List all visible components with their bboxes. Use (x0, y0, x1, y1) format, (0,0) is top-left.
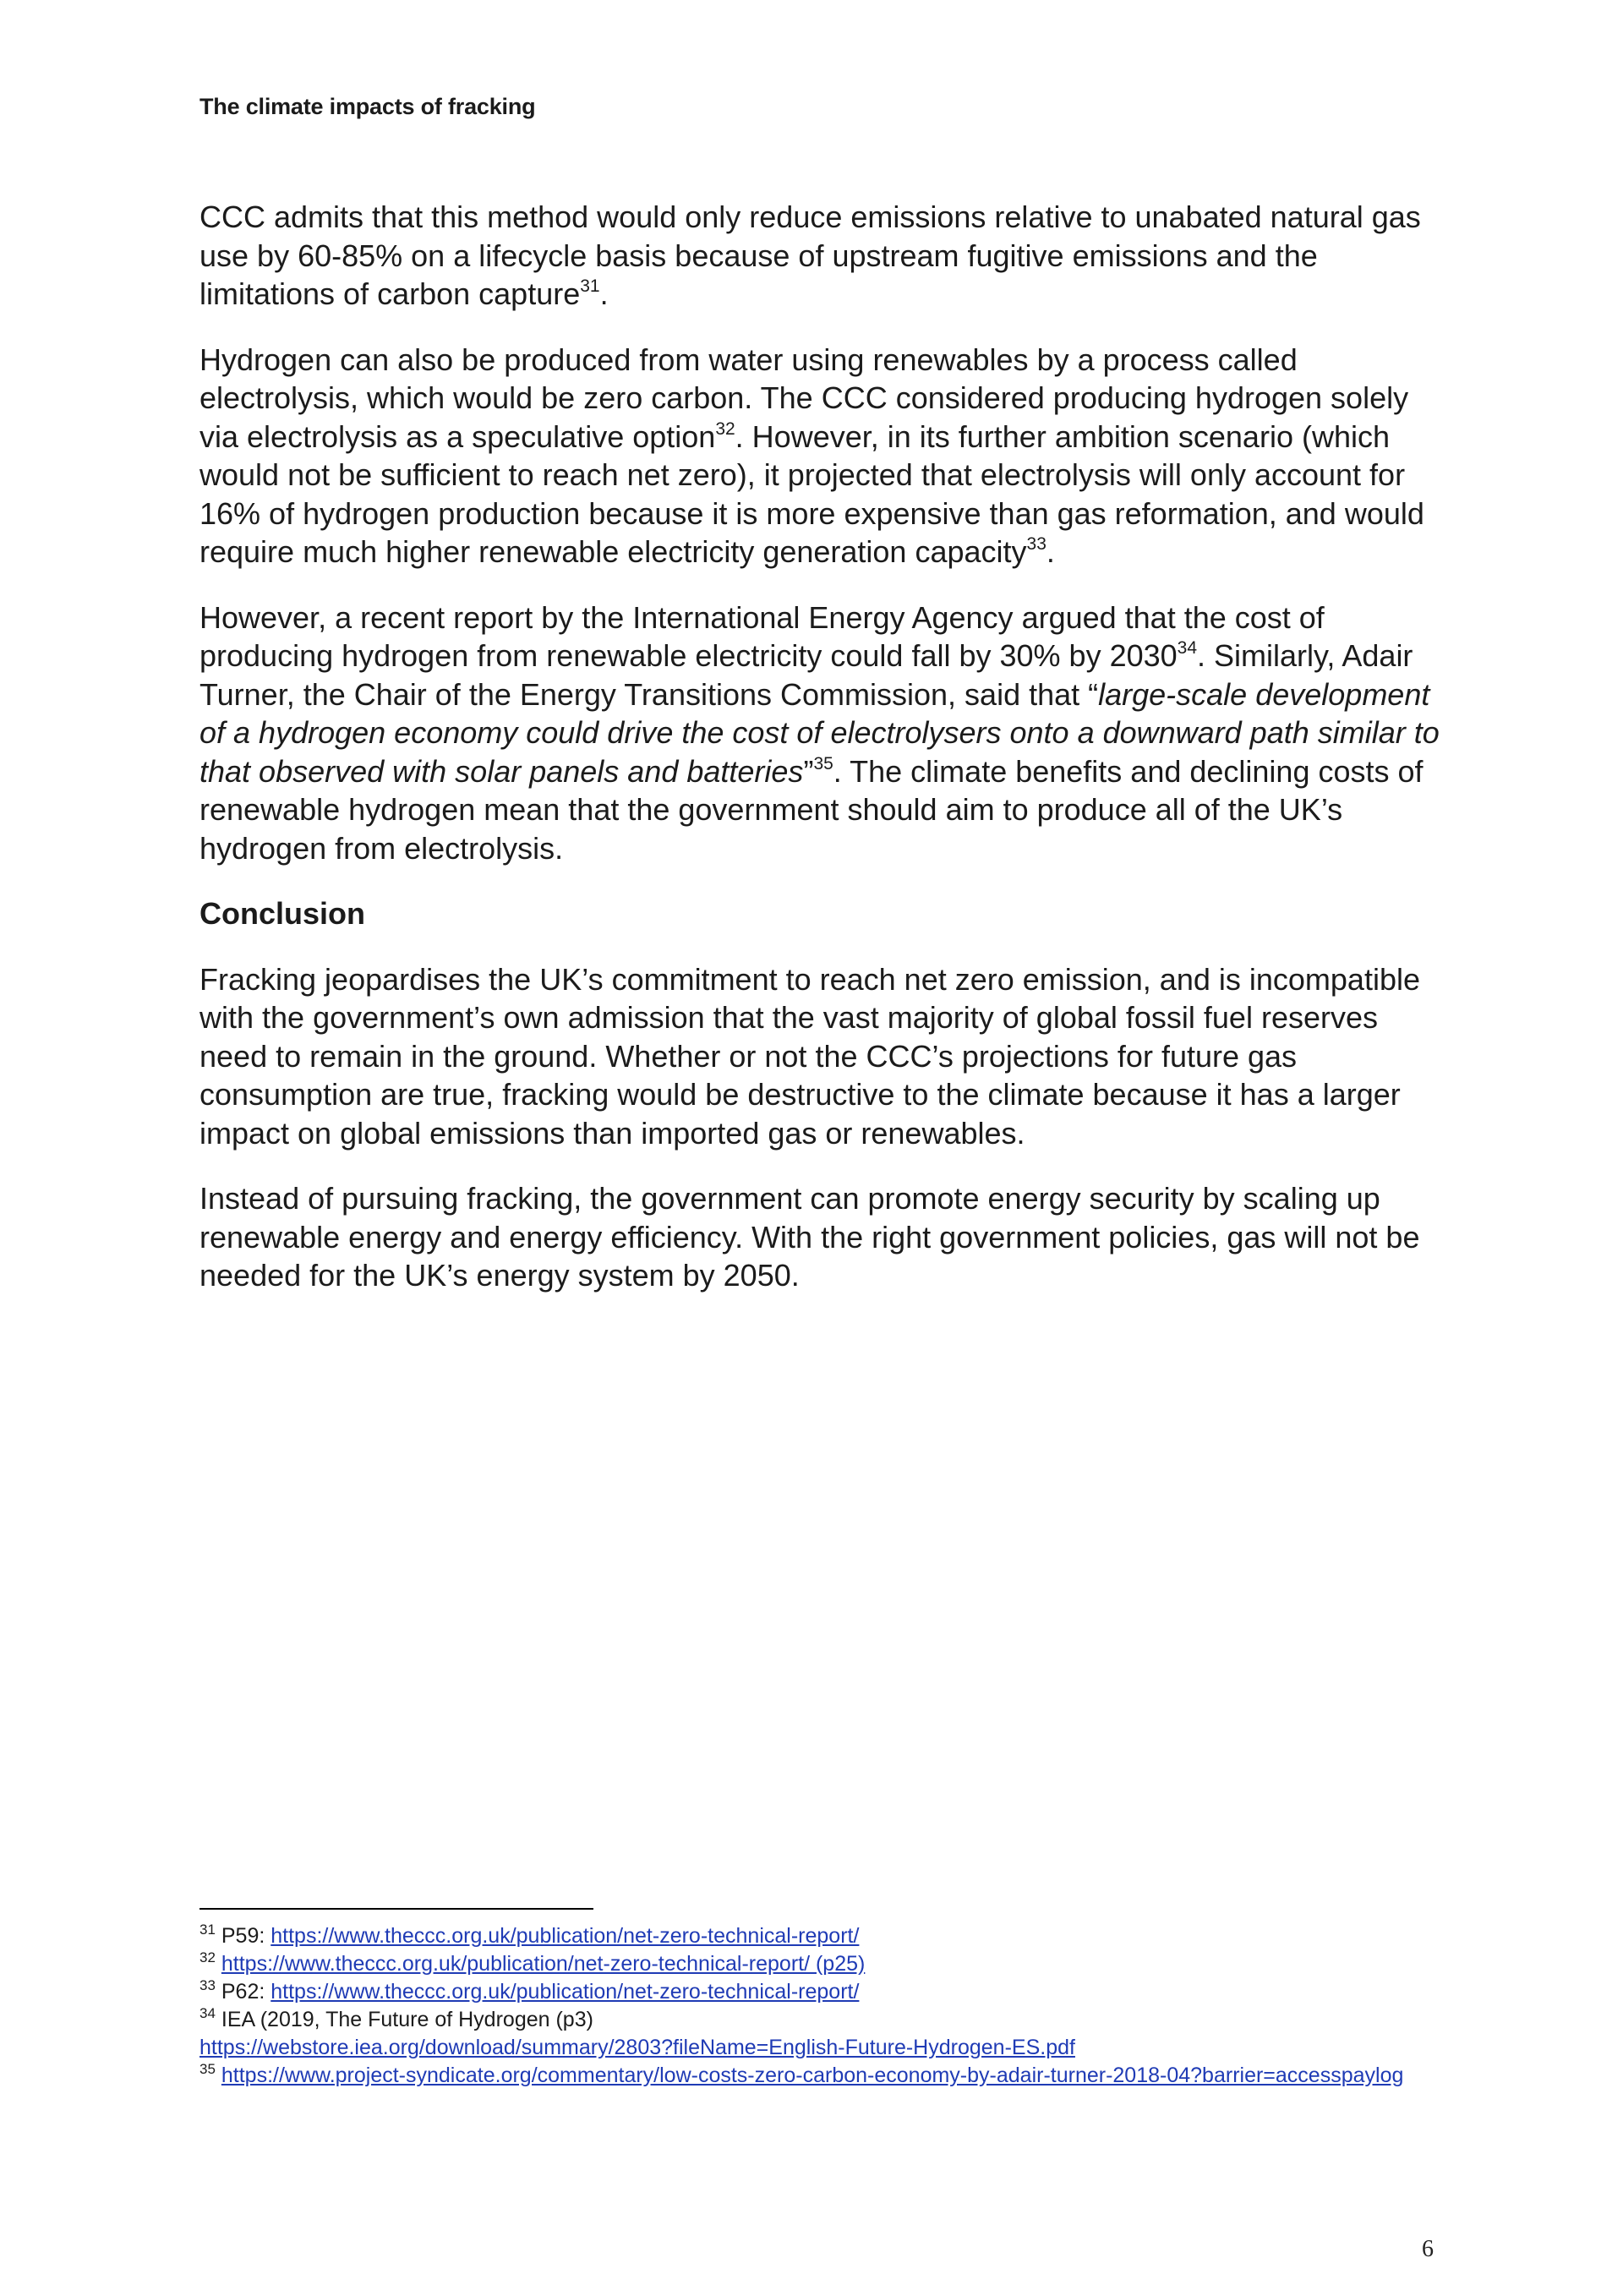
footnote-ref-31[interactable]: 31 (580, 276, 600, 296)
conclusion-heading: Conclusion (199, 896, 365, 931)
footnote-number: 31 (199, 1922, 216, 1938)
footnote-link[interactable]: https://www.theccc.org.uk/publication/net-zero-technical-report/ (270, 1980, 860, 2004)
footnote-32 (199, 1950, 1454, 1978)
footnote-33 (199, 1978, 1454, 2006)
footnote-prefix (216, 2064, 221, 2087)
paragraph-5: Instead of pursuing fracking, the government can promote energy security by scaling up renewable energy and energy efficiency. With the right government policies, gas will not be needed for the UK’s energy system by 2050. (199, 1181, 1420, 1293)
footnotes (199, 1922, 1454, 2090)
paragraph-3-quote: large-scale development of a hydrogen economy could drive the cost of electrolysers onto a downward path similar to that observed with solar panels and batteries (199, 676, 1440, 789)
paragraph-1 (199, 198, 1454, 314)
paragraph-3-text-b: . Similarly, Adair Turner, the Chair of the Energy Transitions Commission, said that “ (199, 638, 1413, 712)
paragraph-3-text-a: However, a recent report by the International Energy Agency argued that the cost of producing hydrogen from renewable electricity could fall by 30% by 2030 (199, 599, 1325, 673)
paragraph-2-text-b: . However, in its further ambition scenario (which would not be sufficient to reach net zero), it projected that electrolysis will only account for 16% of hydrogen production because it is more expensive than gas reformation, and would require much higher renewable electricity generation capacity (199, 418, 1424, 569)
footnote-link[interactable]: https://www.theccc.org.uk/publication/net-zero-technical-report/ (270, 1924, 860, 1948)
footnote-number: 34 (199, 2005, 216, 2021)
footnote-prefix: P62: (215, 1980, 271, 2004)
footnote-link[interactable]: https://www.theccc.org.uk/publication/net-zero-technical-report/ (p25) (221, 1952, 866, 1976)
footnote-35 (199, 2062, 1454, 2090)
footnote-number: 33 (199, 1977, 216, 1993)
footnote-31 (199, 1922, 1454, 1950)
footnote-link[interactable]: https://webstore.iea.org/download/summary/2803?fileName=English-Future-Hydrogen-ES.pdf (199, 2036, 1075, 2059)
footnote-prefix: P59: (215, 1924, 271, 1948)
paragraph-2-text-a: Hydrogen can also be produced from water using renewables by a process called electrolysis, which would be zero carbon. The CCC considered producing hydrogen solely via electrolysis as a speculative option (199, 342, 1409, 454)
footnote-number: 32 (199, 1949, 216, 1965)
footnote-number: 35 (199, 2061, 216, 2077)
paragraph-3 (199, 599, 1454, 868)
running-header: The climate impacts of fracking (199, 94, 536, 119)
body-text (199, 198, 1454, 1322)
paragraph-3-end: . The climate benefits and declining costs of renewable hydrogen mean that the government should aim to produce all of the UK’s hydrogen from electrolysis. (199, 753, 1424, 866)
footnote-prefix (216, 1952, 221, 1976)
paragraph-4: Fracking jeopardises the UK’s commitment to reach net zero emission, and is incompatible with the government’s own admission that the vast majority of global fossil fuel reserves need to remain in the ground. Whether or not the CCC’s projections for future gas consumption are true, fracking would be destructive to the climate because it has a larger impact on global emissions than imported gas or renewables. (199, 961, 1420, 1151)
footnote-34 (199, 2006, 1454, 2062)
footnote-ref-32[interactable]: 32 (715, 418, 735, 439)
page-number: 6 (1422, 2236, 1434, 2262)
footnote-link[interactable]: https://www.project-syndicate.org/commentary/low-costs-zero-carbon-economy-by-adair-turner-2018-04?barrier=accesspaylog (221, 2064, 1404, 2087)
paragraph-3-close-quote: ” (803, 753, 814, 789)
footnote-separator (199, 1908, 593, 1910)
footnote-ref-33[interactable]: 33 (1026, 534, 1046, 554)
footnote-prefix: IEA (2019, The Future of Hydrogen (p3) (215, 2008, 593, 2031)
footnote-ref-35[interactable]: 35 (813, 753, 833, 774)
paragraph-2 (199, 341, 1454, 571)
paragraph-1-end: . (599, 276, 609, 311)
footnote-ref-34[interactable]: 34 (1177, 638, 1198, 658)
paragraph-1-text: CCC admits that this method would only reduce emissions relative to unabated natural gas use by 60-85% on a lifecycle basis because of upstream fugitive emissions and the limitations of carbon capture (199, 200, 1421, 311)
paragraph-2-end: . (1046, 534, 1055, 569)
